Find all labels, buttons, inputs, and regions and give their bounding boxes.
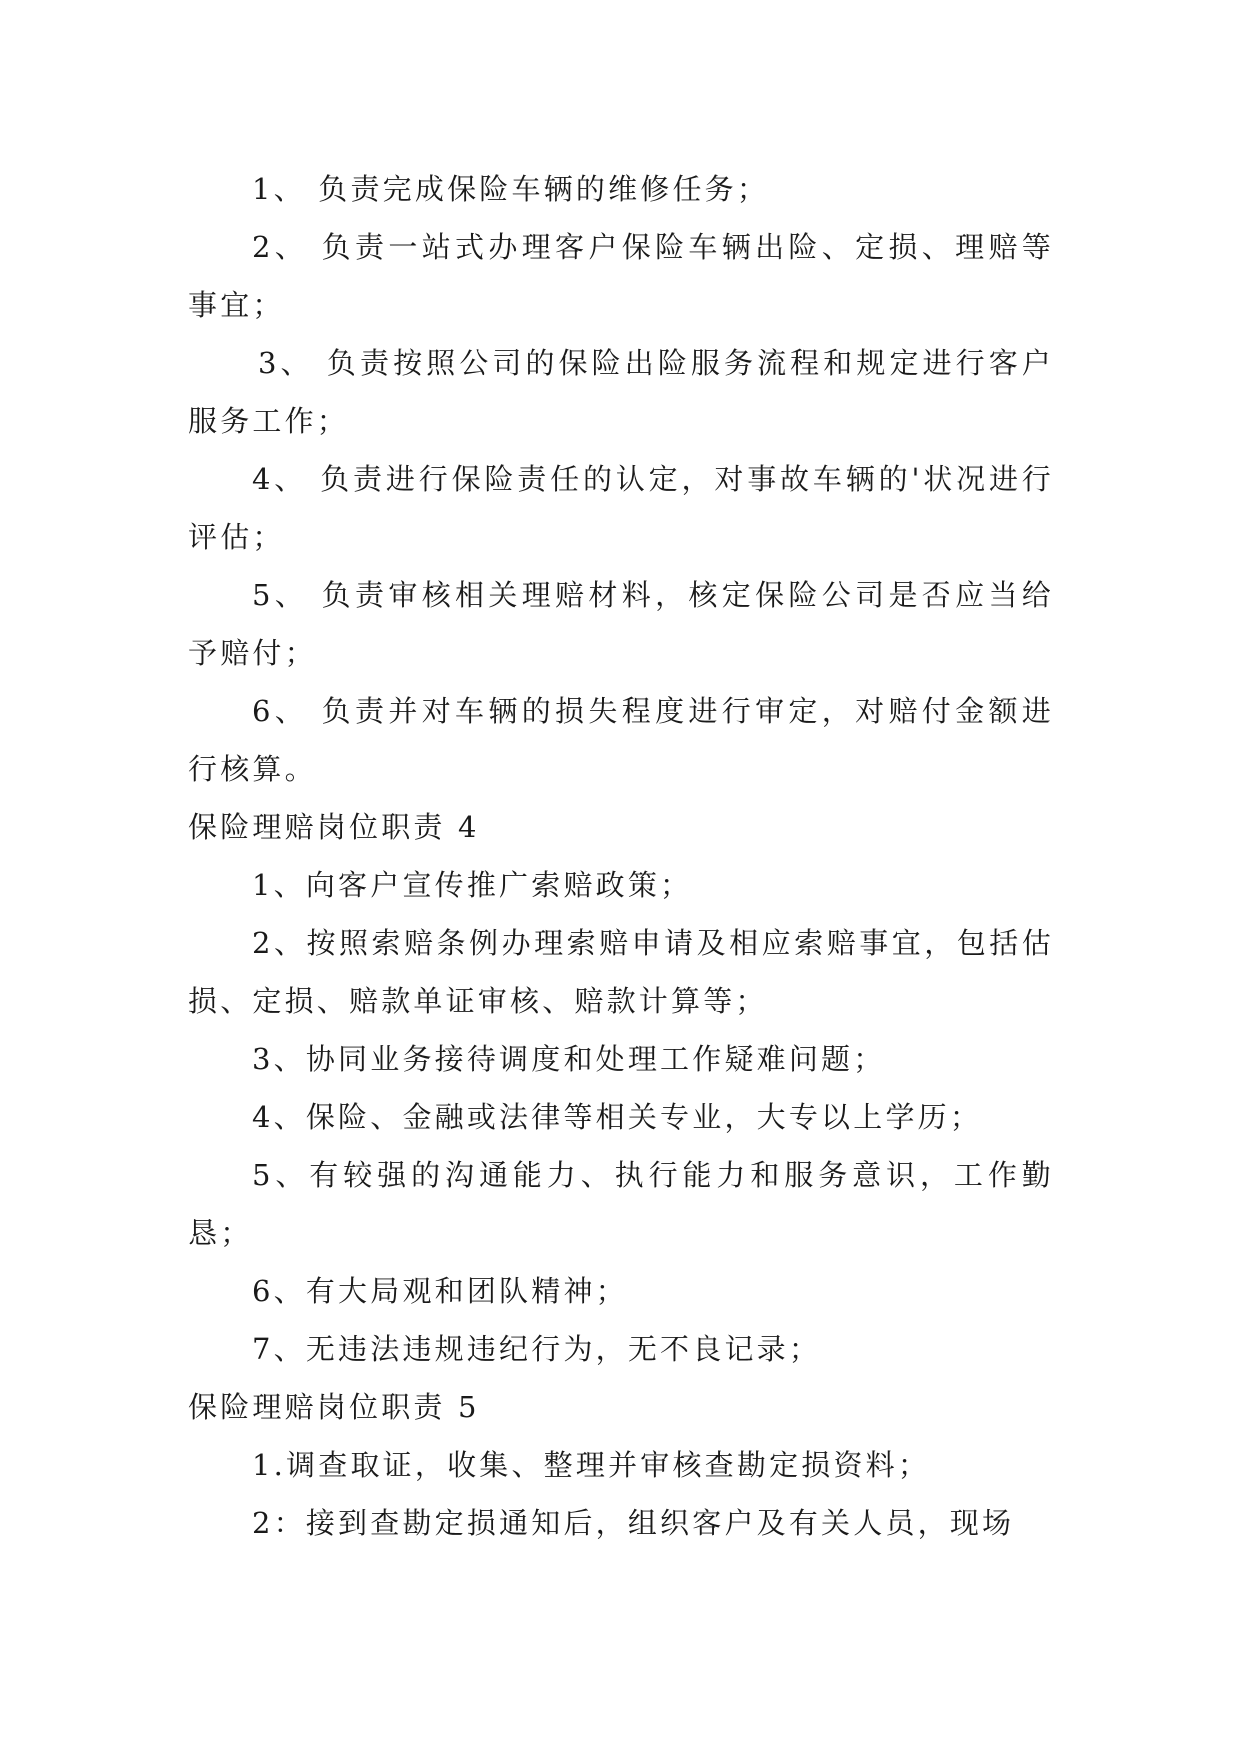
list-item: 6、有大局观和团队精神； (252, 1274, 628, 1308)
list-item: 5、有较强的沟通能力、执行能力和服务意识，工作勤恳； (188, 1158, 1054, 1250)
document-body (188, 160, 1054, 1552)
list-item: 6、 负责并对车辆的损失程度进行审定，对赔付金额进行核算。 (188, 694, 1054, 786)
list-item: 1、向客户宣传推广索赔政策； (252, 868, 693, 902)
section-heading: 保险理赔岗位职责 4 (188, 810, 480, 844)
list-item: 2：接到查勘定损通知后，组织客户及有关人员，现场 (252, 1506, 1015, 1540)
list-item: 4、保险、金融或法律等相关专业，大专以上学历； (252, 1100, 983, 1134)
list-item: 4、 负责进行保险责任的认定，对事故车辆的'状况进行评估； (188, 462, 1054, 554)
list-item: 1.调查取证，收集、整理并审核查勘定损资料； (252, 1448, 931, 1482)
list-item: 7、无违法违规违纪行为，无不良记录； (252, 1332, 822, 1366)
list-item: 3、 负责按照公司的保险出险服务流程和规定进行客户服务工作； (188, 346, 1054, 438)
list-item: 2、按照索赔条例办理索赔申请及相应索赔事宜，包括估损、定损、赔款单证审核、赔款计算等； (188, 926, 1054, 1018)
list-item: 1、 负责完成保险车辆的维修任务； (252, 172, 770, 206)
list-item: 2、 负责一站式办理客户保险车辆出险、定损、理赔等事宜； (188, 230, 1054, 322)
list-item: 5、 负责审核相关理赔材料，核定保险公司是否应当给予赔付； (188, 578, 1054, 670)
list-item: 3、协同业务接待调度和处理工作疑难问题； (252, 1042, 886, 1076)
section-heading: 保险理赔岗位职责 5 (188, 1390, 480, 1424)
